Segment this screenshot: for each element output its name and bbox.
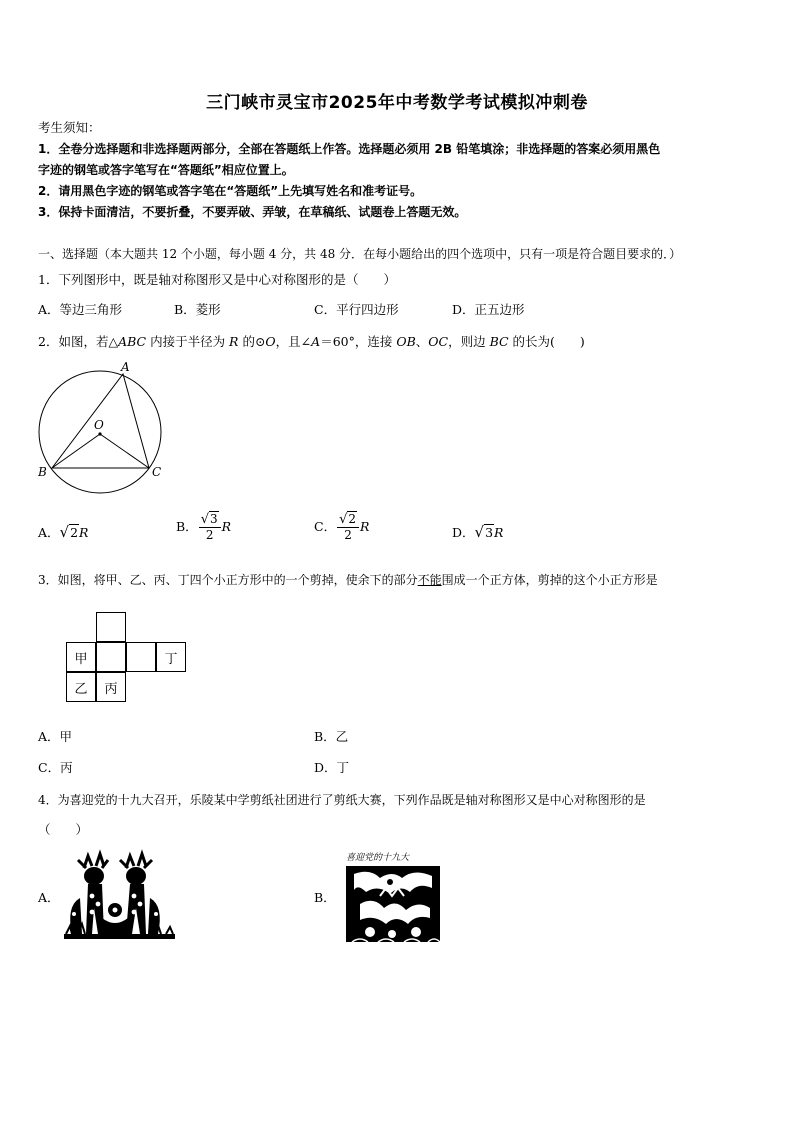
circle-o	[39, 371, 161, 493]
notice-item-3: 3．保持卡面清洁，不要折叠，不要弄破、弄皱，在草稿纸、试题卷上答题无效。	[38, 205, 467, 219]
q2-option-b: B． $\frac{√3}{2}$ R	[176, 512, 232, 542]
segment-oc	[100, 434, 149, 468]
q2-option-a: A．√2R	[38, 523, 89, 541]
q3-cube-net	[66, 612, 190, 704]
q4-option-a: A．	[38, 890, 60, 905]
label-c: C	[152, 465, 162, 479]
papercut-party-congress-image	[340, 848, 446, 946]
q1-stem: 1．下列图形中，既是轴对称图形又是中心对称图形的是（ ）	[38, 272, 396, 287]
papercut-deer-image	[62, 848, 177, 944]
label-a: A	[121, 360, 130, 374]
q4-paren: （ ）	[38, 822, 89, 837]
segment-ob	[52, 434, 100, 468]
center-point-o	[98, 432, 101, 435]
net-cell-top	[96, 612, 126, 642]
papercut-b-text: 喜迎党的十九大	[346, 853, 410, 863]
q2-option-c: C． $\frac{√2}{2}$ R	[314, 512, 370, 542]
label-o: O	[94, 418, 104, 432]
q3-option-a: A．甲	[38, 729, 73, 744]
net-cell-ding: 丁	[156, 642, 186, 672]
q2-option-d: D．√3R	[452, 523, 504, 541]
net-cell-right	[126, 642, 156, 672]
q2-circle-figure	[30, 360, 170, 500]
q1-option-a: A．等边三角形	[38, 302, 123, 317]
q3-option-b: B．乙	[314, 729, 349, 744]
notice-item-2: 2．请用黑色字迹的钢笔或答字笔在“答题纸”上先填写姓名和准考证号。	[38, 184, 423, 198]
label-b: B	[38, 465, 47, 479]
net-cell-bing: 丙	[96, 672, 126, 702]
q2-stem: 2．如图，若△ABC 内接于半径为 R 的⊙O，且∠A＝60°，连接 OB、OC，则边 BC 的长为( )	[38, 334, 585, 349]
section-heading: 一、选择题（本大题共 12 个小题，每小题 4 分，共 48 分．在每小题给出的四个选项中，只有一项是符合题目要求的．）	[38, 247, 682, 261]
notice-heading: 考生须知：	[38, 120, 101, 135]
net-cell-yi: 乙	[66, 672, 96, 702]
q4-stem: 4．为喜迎党的十九大召开，乐陵某中学剪纸社团进行了剪纸大赛，下列作品既是轴对称图形又是中心对称图形的是	[38, 793, 646, 807]
q3-option-d: D．丁	[314, 760, 350, 775]
page-title: 三门峡市灵宝市2025年中考数学考试模拟冲刺卷	[206, 93, 588, 113]
q3-option-c: C．丙	[38, 760, 73, 775]
q1-option-c: C．平行四边形	[314, 302, 399, 317]
q1-option-d: D．正五边形	[452, 302, 525, 317]
q3-stem: 3．如图，将甲、乙、丙、丁四个小正方形中的一个剪掉，使余下的部分不能围成一个正方体，剪掉的这个小正方形是	[38, 573, 658, 587]
notice-item-1b: 字迹的钢笔或答字笔写在“答题纸”相应位置上。	[38, 163, 294, 177]
net-cell-middle	[96, 642, 126, 672]
net-cell-jia: 甲	[66, 642, 96, 672]
notice-item-1a: 1．全卷分选择题和非选择题两部分，全部在答题纸上作答。选择题必须用 2B 铅笔填涂；非选择题的答案必须用黑色	[38, 142, 661, 156]
q4-option-b: B．	[314, 890, 336, 905]
q1-option-b: B．菱形	[174, 302, 221, 317]
